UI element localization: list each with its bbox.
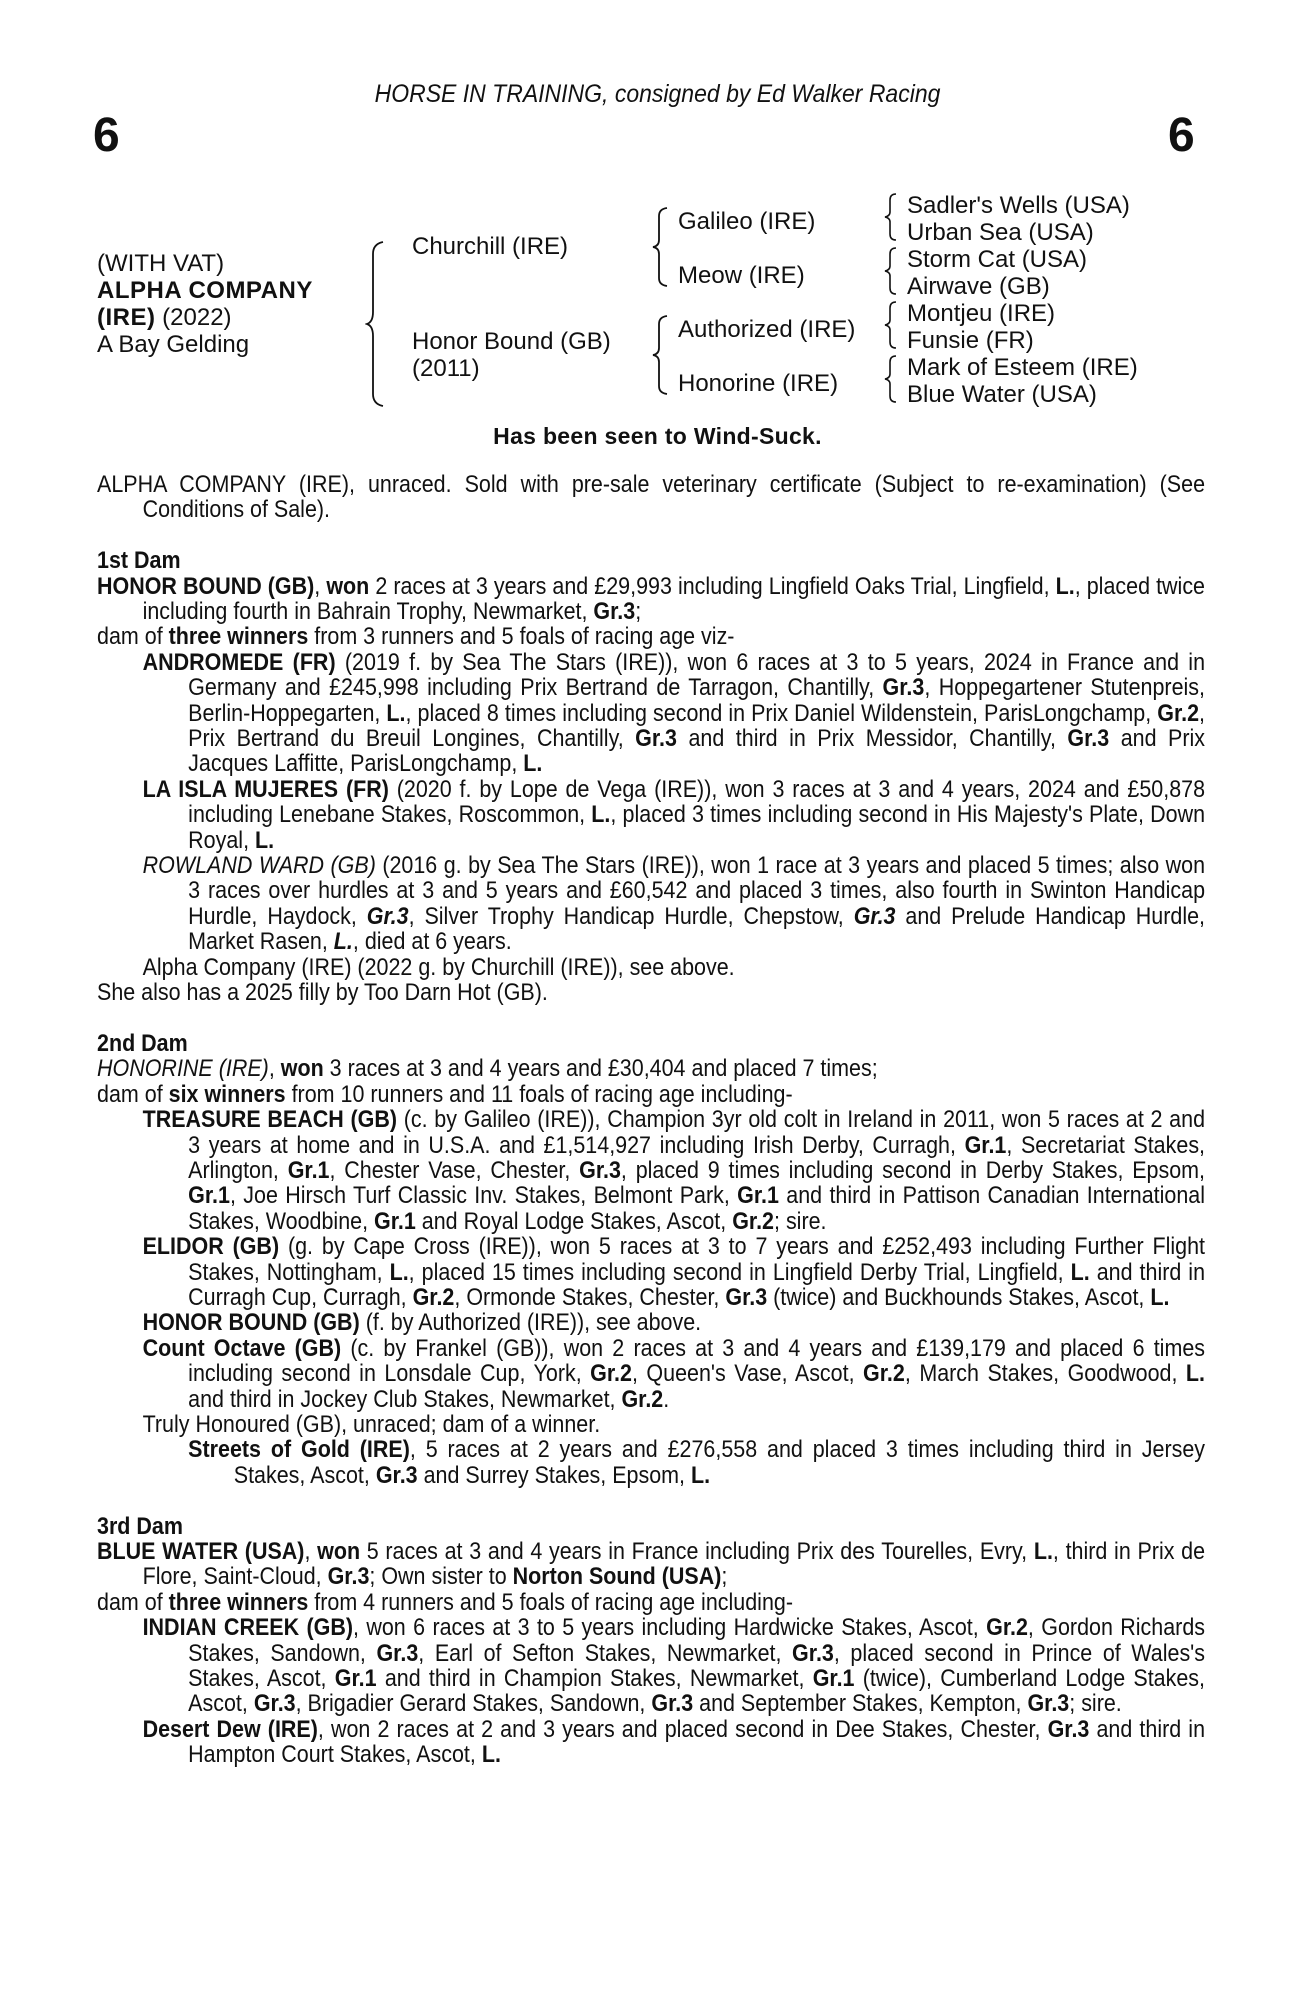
text-run: 2 races at 3 years and £29,993 including Lingfield Oaks Trial, Lingfield, [369,572,1056,600]
pedigree-gen2-1: Galileo (IRE) [678,208,816,235]
text-run: , Queen's Vase, Ascot, [631,1360,864,1388]
bold-text: Norton Sound (USA) [512,1563,722,1591]
bold-text: six winners [168,1080,286,1108]
bold-text: INDIAN CREEK (GB) [142,1614,354,1642]
text-run: , Hoppegartener Stutenpreis, Berlin-Hoppegarten, [188,674,1206,727]
bold-text: Gr.3 [327,1563,370,1591]
dam1-summary: HONOR BOUND (GB), won 2 races at 3 years and £29,993 including Lingfield Oaks Trial, Lingfield, L., placed twice including fourth in Bahrain Trophy, Newmarket, Gr.3; [97,572,1206,626]
bold-text: L. [386,699,406,727]
pedigree-brace-gen3-2 [882,246,900,296]
text-run: , [268,1055,281,1083]
text-run: ; sire. [774,1207,827,1235]
dam2-produce-summary [97,1082,1205,1107]
text-run: , placed 15 times including second in Lingfield Derby Trial, Lingfield, [408,1258,1071,1286]
dam3-summary [97,1539,1205,1590]
bold-text: Gr.3 [366,902,409,930]
text-run: , Chester Vase, Chester, [329,1156,580,1184]
bold-text: L. [389,1258,409,1286]
text-run: , Earl of Sefton Stakes, Newmarket, [418,1639,793,1667]
text-run: ; [721,1563,728,1591]
text-run: (g. by Cape Cross (IRE)), won 5 races at 3 to 7 years and £252,493 including Further Flight Stakes, Nottingham, [188,1233,1206,1286]
pedigree-brace-gen3-3 [882,300,900,350]
text-run: , placed second in Prince of Wales's Stakes, Ascot, [188,1639,1206,1693]
produce-entry [97,1107,1205,1234]
bold-text: L. [333,928,353,956]
bold-text: Desert Dew (IRE) [142,1715,318,1743]
pedigree-notes [97,472,1205,1768]
bold-text: Count Octave (GB) [142,1334,342,1362]
pedigree-gen3-8: Blue Water (USA) [907,381,1097,408]
pedigree-gen3-5: Montjeu (IRE) [907,300,1056,327]
bold-text: Gr.1 [812,1665,855,1693]
catalogue-header: HORSE IN TRAINING, consigned by Ed Walker Racing [374,80,941,108]
produce-entry [97,853,1205,955]
bold-text: L. [1070,1258,1090,1286]
bold-text: L. [523,750,543,778]
pedigree-sire: Churchill (IRE) [412,233,569,260]
text-run: and Prix Jacques Laffitte, ParisLongchamp, [188,725,1206,778]
bold-text: Gr.2 [590,1360,632,1388]
bold-text: won [280,1055,324,1083]
horse-identity [97,250,313,358]
text-run: , Brigadier Gerard Stakes, Sandown, [295,1690,652,1718]
text-run: , Joe Hirsch Turf Classic Inv. Stakes, Belmont Park, [229,1182,738,1210]
text-run: and Prelude Handicap Hurdle, Market Rasen, [188,902,1206,956]
bold-text: TREASURE BEACH (GB) [142,1106,398,1134]
text-run: and third in Champion Stakes, Newmarket, [376,1665,813,1693]
produce-entry [97,1310,1205,1335]
section-heading-2nd-dam: 2nd Dam [97,1029,188,1057]
text-run: (2016 g. by Sea The Stars (IRE)), won 1 race at 3 years and placed 5 times; also won 3 races over hurdles at 3 and 5 years and £60,542 and placed 3 times, also fourth in Swinton Handicap Hurdle, Haydock, [188,852,1206,930]
text-run: . [663,1385,670,1413]
text-run: , March Stakes, Goodwood, [904,1360,1186,1388]
text-run: , Gordon Richards Stakes, Sandown, [188,1614,1206,1667]
bold-text: Gr.1 [737,1182,779,1210]
text-run: 3 races at 3 and 4 years and £30,404 and placed 7 times; [323,1055,878,1083]
text-run: (c. by Frankel (GB)), won 2 races at 3 and 4 years and £139,179 and placed 6 times including second in Lonsdale Cup, York, [188,1334,1206,1388]
bold-text: L. [1055,572,1075,600]
text-run: and third in Curragh Cup, Curragh, [188,1258,1206,1311]
intro-paragraph: ALPHA COMPANY (IRE), unraced. Sold with pre-sale veterinary certificate (Subject to re-examination) (See Conditions of Sale). [97,471,1206,524]
bold-text: Gr.3 [253,1690,296,1718]
pedigree-brace-gen3-1 [882,192,900,242]
horse-country: (IRE) [97,304,156,331]
bold-text: Gr.3 [853,902,896,930]
pedigree-dam: Honor Bound (GB) [412,328,611,355]
bold-text: Gr.1 [964,1131,1007,1159]
wind-suck-notice: Has been seen to Wind-Suck. [493,423,822,449]
text-run: , placed 3 times including second in His Majesty's Plate, Down Royal, [188,801,1206,854]
bold-text: Gr.3 [579,1156,621,1184]
text-run: and Surrey Stakes, Epsom, [417,1461,691,1489]
bold-text: Gr.3 [725,1283,768,1311]
bold-text: Gr.3 [1047,1715,1090,1743]
bold-text: BLUE WATER (USA) [97,1538,305,1566]
bold-text: L. [690,1461,711,1489]
bold-text: Gr.3 [792,1639,834,1667]
bold-text: HONOR BOUND (GB) [142,1309,360,1337]
produce-entry: Alpha Company (IRE) (2022 g. by Churchill (IRE)), see above. [142,953,735,981]
produce-entry [97,650,1205,777]
text-run: ROWLAND WARD (GB) [142,852,376,880]
text-run: (twice), Cumberland Lodge Stakes, Ascot, [188,1665,1206,1718]
bold-text: Gr.1 [374,1207,416,1235]
produce-entry [97,1717,1205,1768]
bold-text: three winners [168,1588,309,1616]
pedigree-gen3-4: Airwave (GB) [907,273,1050,300]
text-run: , 5 races at 2 years and £276,558 and placed 3 times including third in Jersey Stakes, Ascot, [233,1436,1206,1489]
produce-entry [97,777,1205,853]
pedigree-brace-gen2-dam [651,314,671,396]
text-run: and September Stakes, Kempton, [693,1690,1028,1718]
bold-text: ANDROMEDE (FR) [142,648,336,676]
dam2-summary [97,1056,1205,1081]
dam-name: HONOR BOUND (GB) [97,572,315,600]
text-run: (2019 f. by Sea The Stars (IRE)), won 6 races at 3 to 5 years, 2024 in France and in Germany and £245,998 including Prix Bertrand de Tarragon, Chantilly, [188,648,1206,702]
pedigree-brace-gen2-sire [651,206,671,288]
lot-number-right: 6 [1168,109,1195,162]
bold-text: Gr.3 [882,674,925,702]
text-run: from 10 runners and 11 foals of racing age including- [285,1080,793,1108]
text-run: from 3 runners and 5 foals of racing age viz- [308,623,735,651]
pedigree-gen2-3: Authorized (IRE) [678,316,856,343]
bold-text: Gr.2 [412,1283,455,1311]
bold-text: Gr.3 [376,1639,419,1667]
pedigree-brace-gen1 [365,240,387,408]
text-run: HONORINE (IRE) [97,1055,269,1083]
text-run: (f. by Authorized (IRE)), see above. [359,1309,702,1337]
pedigree-gen3-7: Mark of Esteem (IRE) [907,354,1138,381]
section-heading-3rd-dam: 3rd Dam [97,1512,183,1540]
bold-text: LA ISLA MUJERES (FR) [142,775,389,803]
text-run: (2020 f. by Lope de Vega (IRE)), won 3 races at 3 and 4 years, 2024 and £50,878 including Lenebane Stakes, Roscommon, [188,775,1206,829]
dam1-note: She also has a 2025 filly by Too Darn Hot (GB). [97,979,548,1007]
bold-text: Streets of Gold (IRE) [188,1436,410,1464]
text-run: ; Own sister to [369,1563,513,1591]
bold-text: Gr.3 [1027,1690,1070,1718]
bold-text: L. [255,826,275,854]
bold-text: Gr.2 [621,1385,664,1413]
bold-text: won [326,572,370,600]
text-run: , won 6 races at 3 to 5 years including Hardwicke Stakes, Ascot, [353,1614,987,1642]
text-run: and Royal Lodge Stakes, Ascot, [415,1207,733,1235]
text-run: , placed twice including fourth in Bahrain Trophy, Newmarket, [142,572,1206,626]
bold-text: L. [1033,1538,1053,1566]
text-run: , won 2 races at 2 and 3 years and placed second in Dee Stakes, Chester, [317,1715,1048,1743]
text-run: 5 races at 3 and 4 years in France including Prix des Tourelles, Evry, [360,1538,1034,1566]
bold-text: Gr.2 [863,1360,905,1388]
bold-text: won [317,1538,361,1566]
bold-text: three winners [168,623,309,651]
bold-text: L. [1185,1360,1206,1388]
produce-entry [97,1336,1205,1412]
text-run: from 4 runners and 5 foals of racing age including- [308,1588,793,1616]
horse-description: A Bay Gelding [97,331,250,358]
produce-entry-grand [97,1437,1205,1488]
text-run: and third in Prix Messidor, Chantilly, [676,725,1068,753]
text-run: (twice) and Buckhounds Stakes, Ascot, [767,1283,1151,1311]
pedigree-dam-year: (2011) [412,355,480,382]
bold-text: Gr.3 [651,1690,694,1718]
pedigree-gen3-1: Sadler's Wells (USA) [907,192,1130,219]
produce-entry [97,1234,1205,1310]
text-run: dam of [97,1588,169,1616]
text-run: dam of [97,623,169,651]
text-run: , Prix Bertrand du Breuil Longines, Chantilly, [188,699,1206,753]
bold-text: Gr.1 [334,1665,377,1693]
bold-text: Gr.2 [1157,699,1200,727]
horse-year: (2022) [162,304,232,331]
bold-text: Gr.1 [188,1182,230,1210]
bold-text: Gr.2 [732,1207,775,1235]
produce-entry [97,1615,1205,1717]
text-run: , third in Prix de Flore, Saint-Cloud, [142,1538,1206,1591]
text-run: , placed 9 times including second in Derby Stakes, Epsom, [620,1156,1206,1184]
text-run: and third in Hampton Court Stakes, Ascot, [188,1715,1206,1769]
produce-entry: Truly Honoured (GB), unraced; dam of a winner. [142,1411,601,1438]
bold-text: L. [591,801,611,829]
dam1-produce-summary [97,624,1205,649]
bold-text: Gr.3 [1067,725,1110,753]
text-run: and third in Jockey Club Stakes, Newmarket, [188,1385,622,1413]
bold-text: Gr.3 [593,598,636,626]
pedigree-gen2-4: Honorine (IRE) [678,370,839,397]
bold-text: Gr.2 [986,1614,1028,1642]
lot-number-left: 6 [93,109,120,162]
horse-name: ALPHA COMPANY [97,277,313,304]
dam3-produce-summary [97,1590,1205,1615]
section-heading-1st-dam: 1st Dam [97,547,181,575]
text-run: , Ormonde Stakes, Chester, [454,1283,726,1311]
pedigree-gen3-2: Urban Sea (USA) [907,219,1094,246]
pedigree-gen2-2: Meow (IRE) [678,262,805,289]
text-run: , [304,1538,318,1566]
text-run: , Silver Trophy Handicap Hurdle, Chepstow, [408,902,854,930]
vat-label: (WITH VAT) [97,250,225,277]
text-run: and third in Pattison Canadian International Stakes, Woodbine, [188,1182,1206,1235]
text-run: dam of [97,1080,169,1108]
bold-text: L. [481,1741,501,1769]
pedigree-gen3-3: Storm Cat (USA) [907,246,1088,273]
text-run: (c. by Galileo (IRE)), Champion 3yr old colt in Ireland in 2011, won 5 races at 2 and 3 years at home and in U.S.A. and £1,514,927 including Irish Derby, Curragh, [188,1106,1206,1159]
text-run: , Secretariat Stakes, Arlington, [188,1131,1206,1184]
text-run: , placed 8 times including second in Prix Daniel Wildenstein, ParisLongchamp, [405,699,1158,727]
text-run: , died at 6 years. [352,928,512,956]
bold-text: L. [1150,1283,1170,1311]
bold-text: Gr.3 [635,725,677,753]
pedigree-brace-gen3-4 [882,354,900,404]
pedigree-gen3-6: Funsie (FR) [907,327,1034,354]
bold-text: Gr.1 [287,1156,330,1184]
bold-text: Gr.3 [375,1461,418,1489]
text-run: ; sire. [1069,1690,1122,1718]
bold-text: ELIDOR (GB) [142,1233,280,1261]
